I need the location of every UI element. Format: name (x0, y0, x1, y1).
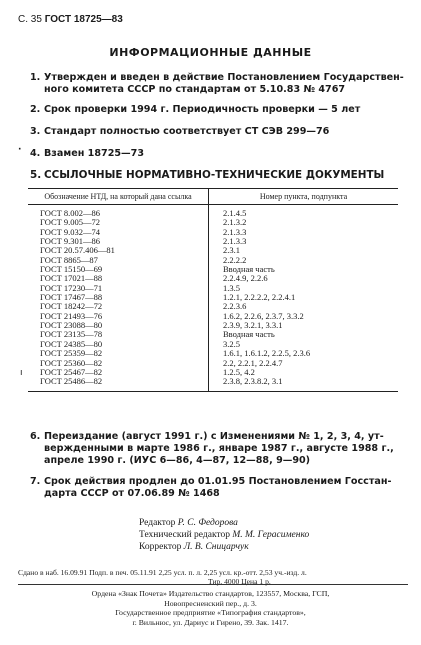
document-cell: ГОСТ 25360—82 (28, 359, 209, 368)
document-cell: ГОСТ 17021—88 (28, 274, 209, 283)
credit-proofreader (0, 541, 421, 553)
credit-role: Редактор (139, 518, 176, 528)
clause-cell: 2.3.9, 3.2.1, 3.3.1 (223, 320, 283, 331)
table-row (28, 377, 398, 391)
publisher-block (0, 589, 421, 627)
clause-cell: 2.1.3.3 (223, 236, 247, 247)
document-cell: ГОСТ 23088—80 (28, 321, 209, 330)
item-line: Взамен 18725—73 (44, 148, 144, 159)
document-cell: ГОСТ 15150—69 (28, 265, 209, 274)
item-line: Срок проверки 1994 г. Периодичность проверки — 5 лет (44, 104, 361, 115)
document-cell: ГОСТ 21493—76 (28, 312, 209, 321)
references-table-wrap (28, 188, 398, 392)
document-cell: ГОСТ 25486—82 (28, 377, 209, 391)
item-line: апреле 1990 г. (ИУС 6—86, 4—87, 12—88, 9—90) (44, 455, 311, 466)
document-cell: ГОСТ 18242—72 (28, 302, 209, 311)
document-cell: ГОСТ 8.002—86 (28, 205, 209, 219)
credit-role: Корректор (139, 542, 182, 552)
document-cell: ГОСТ 23135—78 (28, 330, 209, 339)
credit-name: Р. С. Федорова (177, 518, 238, 528)
clause-cell: Вводная часть (223, 264, 275, 275)
item-line: Срок действия продлен до 01.01.95 Постановлением Госстан- (44, 476, 392, 487)
clause-cell: 2.2.4.9, 2.2.6 (223, 273, 268, 284)
credits-block (0, 517, 421, 553)
document-cell: ГОСТ 24385—80 (28, 340, 209, 349)
page-number: С. 35 (18, 14, 42, 25)
clause-cell: 2.3.8, 2.3.8.2, 3.1 (209, 377, 399, 391)
document-cell: ГОСТ 9.301—86 (28, 237, 209, 246)
item-number: 5. (30, 169, 42, 181)
item-line: Переиздание (август 1991 г.) с Изменениями № 1, 2, 3, 4, ут- (44, 431, 384, 442)
column-header-clause: Номер пункта, подпункта (209, 189, 399, 205)
item-number: 3. (30, 126, 41, 137)
item-line: ного комитета СССР по стандартам от 5.10.83 № 4767 (44, 84, 346, 95)
item-number: 7. (30, 476, 41, 487)
publisher-line: г. Вильнюс, ул. Дариус и Гирено, 39. Зак. 1417. (132, 617, 289, 627)
item-number: 2. (30, 104, 41, 115)
publisher-line: Ордена «Знак Почета» Издательство стандартов, 123557, Москва, ГСП, (91, 589, 330, 598)
document-cell: ГОСТ 9.005—72 (28, 218, 209, 227)
print-run-line: Тир. 4000 Цена 1 р. (208, 577, 271, 586)
page-header (18, 14, 123, 25)
margin-mark: · (18, 145, 22, 155)
info-item-5 (30, 169, 405, 181)
item-line: Стандарт полностью соответствует СТ СЭВ 299—76 (44, 126, 330, 137)
clause-cell: 2.1.3.2 (223, 217, 247, 228)
standard-code: ГОСТ 18725—83 (44, 14, 123, 25)
table-header-row (28, 189, 398, 205)
clause-cell: 1.6.1, 1.6.1.2, 2.2.5, 2.3.6 (223, 348, 311, 359)
clause-cell: 1.3.5 (223, 282, 240, 293)
clause-cell: Вводная часть (223, 329, 275, 340)
info-item-3 (30, 126, 405, 138)
clause-cell: 2.1.3.3 (223, 226, 247, 237)
document-cell: ГОСТ 8865—87 (28, 256, 209, 265)
clause-cell: 2.3.1 (223, 245, 240, 256)
clause-cell: 3.2.5 (223, 338, 240, 349)
document-cell: ГОСТ 9.032—74 (28, 228, 209, 237)
margin-mark: ı (20, 368, 23, 378)
clause-cell: 2.2.2.2 (223, 254, 247, 265)
info-item-4 (30, 148, 405, 160)
document-cell: ГОСТ 20.57.406—81 (28, 246, 209, 255)
document-cell: ГОСТ 25467—82 (28, 368, 209, 377)
clause-cell: 2.2.3.6 (223, 301, 247, 312)
credit-role: Технический редактор (139, 530, 230, 540)
item-number: 6. (30, 431, 41, 442)
item-line: ССЫЛОЧНЫЕ НОРМАТИВНО-ТЕХНИЧЕСКИЕ ДОКУМЕНТЫ (44, 169, 385, 181)
document-cell: ГОСТ 25359—82 (28, 349, 209, 358)
item-number: 4. (30, 148, 41, 159)
item-line: вержденными в марте 1986 г., январе 1987 г., августе 1988 г., (44, 443, 394, 454)
clause-cell: 1.2.1, 2.2.2.2, 2.2.4.1 (223, 292, 296, 303)
clause-cell: 2.2, 2.2.1, 2.2.4.7 (223, 357, 283, 368)
clause-cell: 2.1.4.5 (223, 208, 247, 218)
table-row (28, 205, 398, 219)
print-info-line: Сдано в наб. 16.09.91 Подп. в печ. 05.11.91 2,25 усл. п. л. 2,25 усл. кр.-отт. 2,53 уч.-изд. л. (18, 568, 307, 577)
references-table (28, 188, 398, 392)
divider (18, 584, 408, 585)
document-cell: ГОСТ 17230—71 (28, 284, 209, 293)
credit-name: Л. В. Сницарчук (183, 542, 249, 552)
info-item-1 (30, 72, 405, 96)
clause-cell: 1.6.2, 2.2.6, 2.3.7, 3.3.2 (223, 310, 304, 321)
section-title: ИНФОРМАЦИОННЫЕ ДАННЫЕ (109, 46, 312, 59)
item-line: Утвержден и введен в действие Постановлением Государствен- (44, 72, 404, 83)
credit-name: М. М. Герасименко (232, 530, 310, 540)
info-item-2 (30, 104, 405, 116)
publisher-line: Государственное предприятие «Типография стандартов», (115, 608, 306, 617)
clause-cell: 1.2.5, 4.2 (223, 366, 255, 377)
document-cell: ГОСТ 17467—88 (28, 293, 209, 302)
column-header-document: Обозначение НТД, на который дана ссылка (28, 189, 209, 205)
publisher-line: Новопресненский пер., д. 3. (164, 598, 257, 608)
credit-tech-editor (0, 529, 421, 541)
item-number: 1. (30, 72, 41, 83)
info-item-7 (30, 476, 405, 500)
credit-editor (0, 517, 421, 529)
info-item-6 (30, 431, 405, 467)
item-line: дарта СССР от 07.06.89 № 1468 (44, 488, 220, 499)
